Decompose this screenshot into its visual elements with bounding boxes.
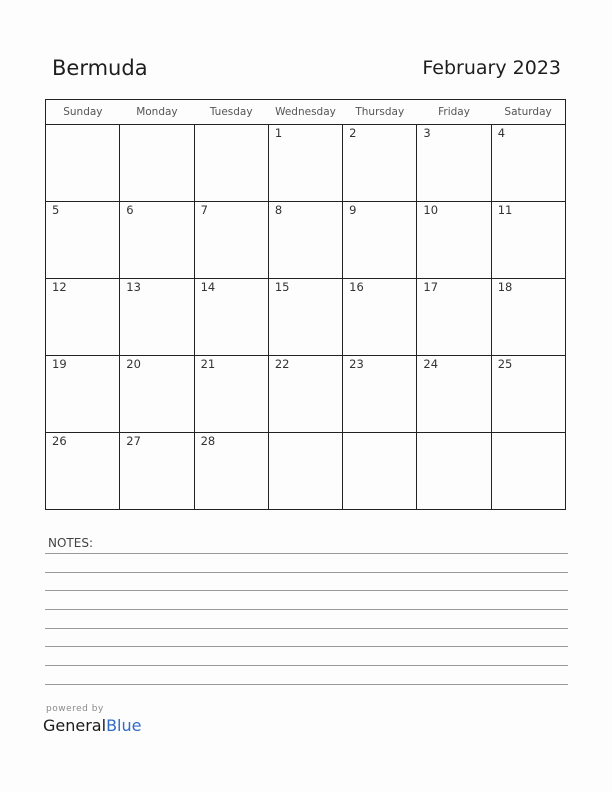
day-cell — [417, 356, 491, 433]
day-cell — [194, 279, 268, 356]
weekday-header-sunday: Sunday — [46, 100, 120, 125]
notes-label: NOTES: — [48, 536, 93, 550]
week-row — [46, 125, 566, 202]
day-cell — [343, 433, 417, 510]
powered-by-text: powered by — [46, 704, 104, 714]
day-number — [120, 125, 193, 126]
day-number: 16 — [349, 280, 364, 294]
calendar-grid — [45, 99, 566, 510]
day-number: 19 — [52, 357, 67, 371]
day-cell — [46, 125, 120, 202]
day-cell — [491, 279, 565, 356]
day-cell — [46, 433, 120, 510]
day-cell — [268, 279, 342, 356]
day-cell — [491, 356, 565, 433]
week-row — [46, 433, 566, 510]
day-cell — [417, 433, 491, 510]
day-number: 5 — [52, 203, 60, 217]
day-number: 6 — [126, 203, 134, 217]
day-number: 27 — [126, 434, 141, 448]
brand-general-text: General — [43, 716, 107, 735]
day-cell — [417, 125, 491, 202]
day-cell — [343, 279, 417, 356]
day-cell — [120, 433, 194, 510]
day-cell — [120, 202, 194, 279]
day-cell — [491, 202, 565, 279]
day-number: 23 — [349, 357, 364, 371]
day-number — [343, 433, 416, 434]
day-number: 13 — [126, 280, 141, 294]
day-cell — [343, 356, 417, 433]
day-number: 9 — [349, 203, 357, 217]
day-number: 8 — [274, 203, 283, 217]
day-cell — [46, 356, 120, 433]
day-cell — [194, 433, 268, 510]
day-number: 1 — [274, 126, 283, 140]
weekday-header-monday: Monday — [120, 100, 194, 125]
brand-blue-text: Blue — [106, 716, 142, 735]
day-cell — [120, 356, 194, 433]
day-cell — [417, 202, 491, 279]
day-number — [492, 433, 565, 434]
weekday-header-wednesday: Wednesday — [268, 100, 342, 125]
day-cell — [194, 125, 268, 202]
day-cell — [491, 125, 565, 202]
day-number: 25 — [497, 357, 513, 371]
brand-logo — [43, 716, 141, 735]
week-row — [46, 202, 566, 279]
weekday-header-tuesday: Tuesday — [194, 100, 268, 125]
day-number — [417, 433, 490, 434]
day-number: 3 — [423, 126, 431, 140]
day-number — [195, 125, 268, 126]
day-cell — [268, 125, 342, 202]
week-row — [46, 279, 566, 356]
day-cell — [120, 125, 194, 202]
note-line — [45, 628, 568, 629]
day-cell — [268, 202, 342, 279]
day-number: 28 — [200, 434, 216, 448]
weekday-header-friday: Friday — [417, 100, 491, 125]
day-number: 14 — [200, 280, 216, 294]
day-cell — [120, 279, 194, 356]
note-line — [45, 646, 568, 647]
day-number: 21 — [200, 357, 216, 371]
day-cell — [343, 125, 417, 202]
weekday-header-saturday: Saturday — [491, 100, 565, 125]
day-cell — [268, 433, 342, 510]
day-cell — [491, 433, 565, 510]
day-number: 11 — [497, 203, 513, 217]
day-number — [46, 125, 119, 126]
week-row — [46, 356, 566, 433]
day-number: 10 — [423, 203, 439, 217]
note-line — [45, 553, 568, 554]
weekday-header-thursday: Thursday — [343, 100, 417, 125]
day-number: 22 — [274, 357, 290, 371]
day-number: 17 — [423, 280, 439, 294]
day-cell — [194, 356, 268, 433]
weekday-header-row — [46, 100, 566, 125]
day-number: 7 — [200, 203, 208, 217]
day-number: 24 — [423, 357, 439, 371]
day-number: 4 — [497, 126, 506, 140]
note-line — [45, 665, 568, 666]
day-cell — [417, 279, 491, 356]
note-line — [45, 609, 568, 610]
day-number — [269, 433, 342, 434]
country-title: Bermuda — [52, 56, 148, 80]
month-year-title: February 2023 — [422, 57, 561, 79]
day-number: 26 — [52, 434, 67, 448]
note-line — [45, 590, 568, 591]
day-number: 2 — [349, 126, 357, 140]
day-number: 18 — [497, 280, 513, 294]
day-cell — [194, 202, 268, 279]
day-number: 12 — [52, 280, 67, 294]
note-line — [45, 572, 568, 573]
day-cell — [268, 356, 342, 433]
day-number: 15 — [274, 280, 290, 294]
note-line — [45, 684, 568, 685]
day-cell — [46, 202, 120, 279]
day-number: 20 — [126, 357, 141, 371]
day-cell — [343, 202, 417, 279]
day-cell — [46, 279, 120, 356]
